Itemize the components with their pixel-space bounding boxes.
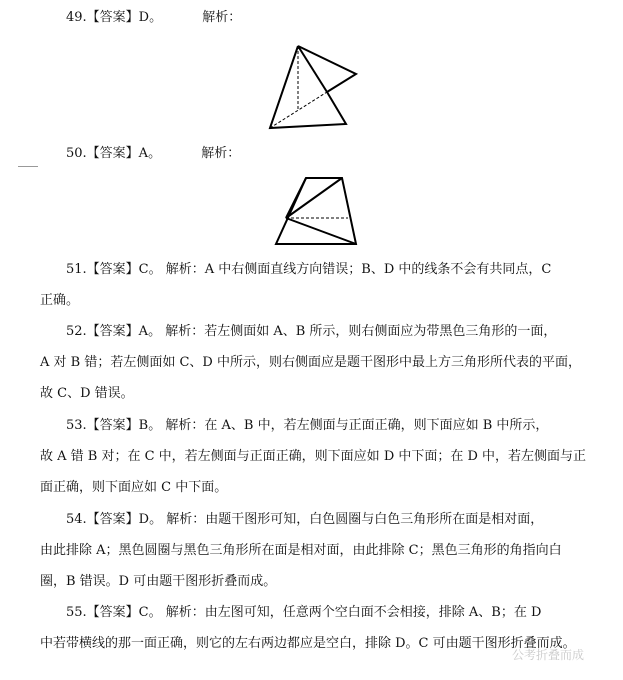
q50-answer xyxy=(66,146,240,162)
explanation-line: 53.【答案】B。 解析：在 A、B 中，若左侧面与正面正确，则下面应如 B 中所示， xyxy=(66,418,549,433)
q49-tag: 解析： xyxy=(202,10,242,25)
watermark: 公考折叠而成 xyxy=(512,648,585,662)
explanation-line: 54.【答案】D。 解析：由题干图形可知，白色圆圈与白色三角形所在面是相对面， xyxy=(66,512,544,527)
explanation-line: A 对 B 错；若左侧面如 C、D 中所示，则右侧面应是题干图形中最上方三角形所代表的平面， xyxy=(40,355,581,370)
margin-mark xyxy=(18,166,38,167)
q50-tag: 解析： xyxy=(201,146,241,161)
explanation-line: 面正确，则下面应如 C 中下面。 xyxy=(40,480,228,495)
explanation-line: 中若带横线的那一面正确，则它的左右两边都应是空白，排除 D。C 可由题干图形折叠而成。 xyxy=(40,636,576,651)
explanation-line: 55.【答案】C。 解析：由左图可知，任意两个空白面不会相接，排除 A、B；在 D xyxy=(66,605,542,620)
q49-answer xyxy=(66,10,241,26)
explanation-line: 52.【答案】A。 解析：若左侧面如 A、B 所示，则右侧面应为带黑色三角形的一面， xyxy=(66,324,557,339)
q50-head: 50.【答案】A。 xyxy=(66,146,162,161)
q49-head: 49.【答案】D。 xyxy=(66,10,163,25)
explanation-line: 由此排除 A；黑色圆圈与黑色三角形所在面是相对面，由此排除 C；黑色三角形的角指向白 xyxy=(40,543,562,558)
explanation-line: 51.【答案】C。 解析：A 中右侧面直线方向错误；B、D 中的线条不会有共同点，C xyxy=(66,262,552,277)
explanation-line: 圈，B 错误。D 可由题干图形折叠而成。 xyxy=(40,574,277,589)
figure-50 xyxy=(270,172,366,248)
figure-49 xyxy=(260,36,370,132)
explanation-line: 故 A 错 B 对；在 C 中，若左侧面与正面正确，则下面应如 D 中下面；在 D 中，若左侧面与正 xyxy=(40,449,587,464)
explanation-line: 正确。 xyxy=(40,293,80,308)
explanation-line: 故 C、D 错误。 xyxy=(40,386,134,401)
